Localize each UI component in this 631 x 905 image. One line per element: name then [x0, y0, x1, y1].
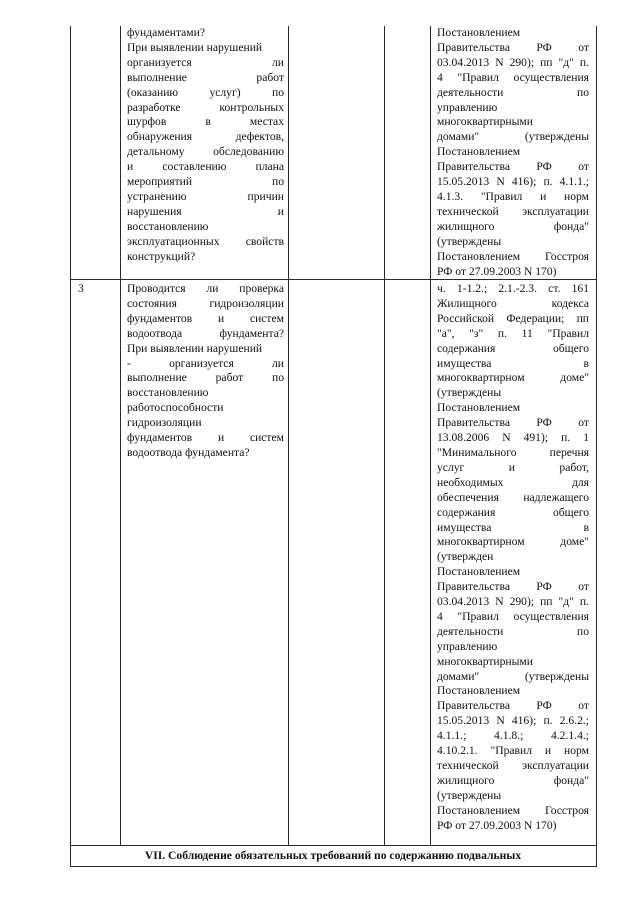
reference-line: Постановлением	[437, 684, 521, 698]
reference-line: услуг и работ,	[437, 460, 589, 474]
question-cell-prev	[127, 26, 284, 265]
reference-line: 4 "Правил осуществления	[437, 70, 589, 84]
question-line: восстановлению	[127, 219, 209, 233]
reference-line: РФ от 27.09.2003 N 170)	[437, 264, 557, 278]
reference-line: (утверждены	[437, 386, 502, 400]
reference-line: многоквартирными	[437, 115, 533, 129]
question-line: восстановлению	[127, 386, 209, 400]
question-line: разработке контрольных	[127, 100, 284, 114]
question-line: фундаментов и систем	[127, 311, 284, 325]
reference-line: "Минимального перечня	[437, 445, 589, 459]
question-line: эксплуатационных свойств	[127, 234, 284, 248]
question-line: обнаружения дефектов,	[127, 130, 284, 144]
reference-line: Постановлением	[437, 26, 521, 39]
question-line: При выявлении нарушений	[127, 341, 263, 355]
question-line: гидроизоляции	[127, 416, 202, 430]
column-divider-reference	[430, 26, 431, 846]
reference-line: 03.04.2013 N 290); пп "д" п.	[437, 595, 589, 609]
reference-cell-row3	[437, 282, 589, 834]
reference-cell-prev	[437, 26, 589, 279]
reference-line: технической эксплуатации	[437, 759, 589, 772]
question-line: - организуется ли	[127, 356, 284, 370]
question-line: фундаментами?	[127, 26, 205, 39]
question-line: организуется ли	[127, 55, 284, 69]
reference-line: 15.05.2013 N 416); п. 4.1.1.;	[437, 175, 589, 189]
reference-line: необходимых для	[437, 475, 589, 489]
reference-line: домами" (утверждены	[437, 669, 589, 683]
reference-line: Постановлением Госстроя	[437, 249, 589, 263]
reference-line: имущества в	[437, 356, 589, 370]
reference-line: Жилищного кодекса	[437, 296, 589, 310]
reference-line: содержания общего	[437, 341, 589, 355]
reference-line: Постановлением	[437, 145, 521, 159]
reference-line: деятельности по	[437, 624, 589, 638]
question-line: конструкций?	[127, 249, 196, 263]
section-heading: VII. Соблюдение обязательных требований по содержанию подвальных	[144, 849, 522, 862]
reference-line: РФ от 27.09.2003 N 170)	[437, 818, 557, 832]
reference-line: Российской Федерации; пп	[437, 311, 589, 325]
reference-line: обеспечения надлежащего	[437, 490, 589, 504]
reference-line: 4 "Правил осуществления	[437, 609, 589, 623]
question-line: шурфов в местах	[127, 115, 284, 129]
reference-line: Правительства РФ от	[437, 40, 589, 54]
reference-line: жилищного фонда"	[437, 219, 589, 233]
reference-line: 03.04.2013 N 290); пп "д" п.	[437, 55, 589, 69]
reference-line: технической эксплуатации	[437, 204, 589, 218]
reference-line: (утвержден	[437, 550, 494, 564]
question-line: выполнение работ по	[127, 371, 284, 385]
reference-line: 4.10.2.1. "Правил и норм	[437, 744, 589, 758]
question-line: водоотвода фундамента?	[127, 445, 250, 459]
reference-line: 4.1.3. "Правил и норм	[437, 189, 589, 203]
question-line: и составлению плана	[127, 160, 284, 174]
reference-line: Постановлением	[437, 565, 521, 579]
table-border-bottom	[70, 866, 597, 867]
question-line: Проводится ли проверка	[127, 282, 284, 295]
column-divider-mid	[384, 26, 385, 846]
question-line: водоотвода фундамента?	[127, 326, 284, 340]
reference-line: 15.05.2013 N 416); п. 2.6.2.;	[437, 714, 589, 728]
question-line: фундаментов и систем	[127, 431, 284, 445]
question-line: устранению причин	[127, 189, 284, 203]
reference-line: Правительства РФ от	[437, 416, 589, 430]
question-line: детальному обследованию	[127, 145, 284, 159]
reference-line: многоквартирном доме"	[437, 535, 589, 549]
reference-line: содержания общего	[437, 505, 589, 519]
question-line: состояния гидроизоляции	[127, 296, 284, 310]
reference-line: 13.08.2006 N 491); п. 1	[437, 431, 589, 445]
reference-line: имущества в	[437, 520, 589, 534]
question-line: нарушения и	[127, 204, 284, 218]
question-line: (оказанию услуг) по	[127, 85, 284, 99]
reference-line: Правительства РФ от	[437, 580, 589, 594]
reference-line: многоквартирном доме"	[437, 371, 589, 385]
reference-line: Постановлением	[437, 401, 521, 415]
question-line: выполнение работ	[127, 70, 284, 84]
reference-line: (утверждены	[437, 788, 502, 802]
row-number: 3	[78, 282, 84, 295]
reference-line: многоквартирными	[437, 654, 533, 668]
question-line: работоспособности	[127, 401, 224, 415]
question-cell-row3	[127, 282, 284, 461]
row-divider-section	[70, 845, 597, 846]
reference-line: управлению	[437, 639, 498, 653]
table-border-right	[596, 26, 597, 866]
reference-line: Постановлением Госстроя	[437, 803, 589, 817]
reference-line: деятельности по	[437, 85, 589, 99]
reference-line: "а", "з" п. 11 "Правил	[437, 326, 589, 340]
reference-line: Правительства РФ от	[437, 699, 589, 713]
table-border-left	[70, 26, 71, 866]
reference-line: управлению	[437, 100, 498, 114]
column-divider-question	[288, 26, 289, 846]
question-line: мероприятий по	[127, 175, 284, 189]
reference-line: домами" (утверждены	[437, 130, 589, 144]
question-line: При выявлении нарушений	[127, 40, 263, 54]
reference-line: Правительства РФ от	[437, 160, 589, 174]
column-divider-number	[120, 26, 121, 846]
reference-line: 4.1.1.; 4.1.8.; 4.2.1.4.;	[437, 729, 589, 743]
reference-line: жилищного фонда"	[437, 773, 589, 787]
reference-line: ч. 1-1.2.; 2.1.-2.3. ст. 161	[437, 282, 589, 295]
reference-line: (утверждены	[437, 234, 502, 248]
